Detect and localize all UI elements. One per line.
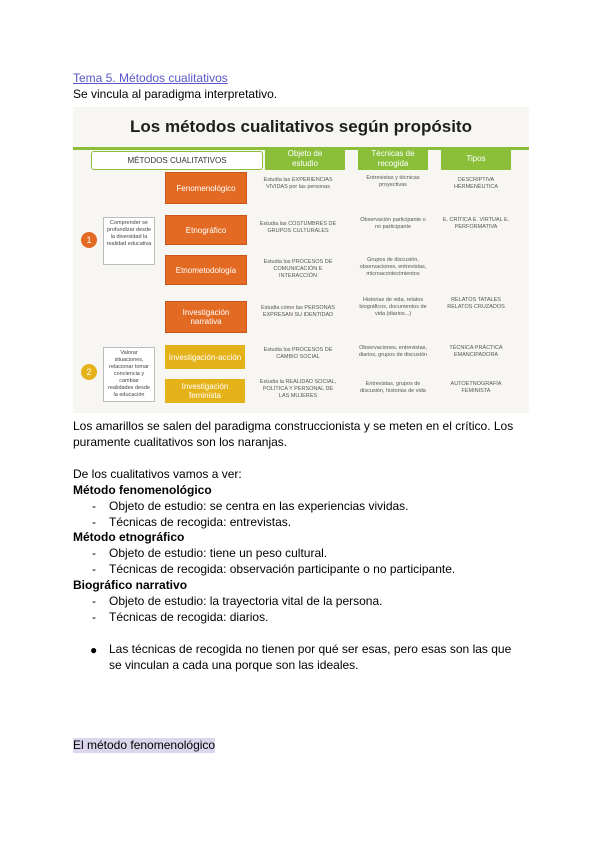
section-item: Objeto de estudio: tiene un peso cultural. xyxy=(109,546,328,560)
row1-tecnicas: Observación participante o no participante xyxy=(360,217,426,230)
row5-objeto: Estudia la REALIDAD SOCIAL, POLÍTICA Y PERSONAL DE LAS MUJERES xyxy=(259,379,337,399)
header-tecnicas xyxy=(358,148,428,170)
row2-tecnicas: Grupos de discusión, observaciones, entrevistas, microacontecimientos xyxy=(359,257,427,277)
group2-desc: Valorar situaciones, relacionar tomar conciencia y cambiar realidades desde la educación xyxy=(103,347,155,402)
section-item: Técnicas de recogida: observación participante o no participante. xyxy=(109,562,456,576)
row5-tecnicas: Entrevistas, grupos de discusión, historias de vida xyxy=(360,381,426,394)
method-fenomenologico: Fenomenológico xyxy=(165,172,247,204)
header-main: MÉTODOS CUALITATIVOS xyxy=(91,151,263,170)
header-objeto-label: Objeto de estudio xyxy=(287,149,323,168)
group1-desc: Comprender se profundizar desde la diversidad la realidad educativa xyxy=(103,217,155,265)
group1-circle: 1 xyxy=(81,232,97,248)
topic-link[interactable]: Tema 5. Métodos cualitativos xyxy=(73,71,228,85)
row0-tipos: DESCRIPTIVA HERMENÉUTICA xyxy=(453,177,498,190)
group2-circle: 2 xyxy=(81,364,97,380)
section-title: Método etnográfico xyxy=(73,530,185,544)
dash: - xyxy=(92,594,96,608)
method-etnografico: Etnográfico xyxy=(165,215,247,245)
methods-figure xyxy=(73,107,529,413)
note-line1: Las técnicas de recogida no tienen por qué ser esas, pero esas son las que xyxy=(109,642,512,656)
para1-line1: Los amarillos se salen del paradigma construccionista y se meten en el crítico. Los xyxy=(73,419,514,433)
para1-line2: puramente cualitativos son los naranjas. xyxy=(73,435,288,449)
method-narrativa: Investigación narrativa xyxy=(165,301,247,333)
method-feminista: Investigación feminista xyxy=(165,379,245,403)
section-title: Biográfico narrativo xyxy=(73,578,188,592)
row3-tipos: RELATOS TATALES RELATOS CRUZADOS xyxy=(447,297,505,310)
row2-objeto: Estudia los PROCESOS DE COMUNICACIÓN E INTERACCIÓN xyxy=(263,259,333,279)
row0-tecnicas: Entrevistas y técnicas proyectivas xyxy=(366,175,420,188)
section-item: Técnicas de recogida: diarios. xyxy=(109,610,269,624)
row4-objeto: Estudia los PROCESOS DE CAMBIO SOCIAL xyxy=(263,347,333,360)
bullet-icon: ● xyxy=(90,643,98,657)
section-item: Objeto de estudio: se centra en las experiencias vividas. xyxy=(109,499,409,513)
row5-tipos: AUTOETNOGRAFÍA FEMINISTA xyxy=(450,381,502,394)
header-tecnicas-label: Técnicas de recogida xyxy=(371,149,415,168)
header-tipos-label: Tipos xyxy=(466,154,486,163)
section-item: Objeto de estudio: la trayectoria vital de la persona. xyxy=(109,594,383,608)
row1-objeto: Estudia las COSTUMBRES DE GRUPOS CULTURALES xyxy=(259,221,337,234)
row4-tipos: TÉCNICA PRÁCTICA EMANCIPADORA xyxy=(449,345,503,358)
dash: - xyxy=(92,610,96,624)
row3-objeto: Estudia cómo las PERSONAS EXPRESAN SU IDENTIDAD xyxy=(261,305,335,318)
method-accion: Investigación-acción xyxy=(165,345,245,369)
row1-tipos: E. CRÍTICA E. VIRTUAL E. PERFORMATIVA xyxy=(442,217,510,230)
row0-objeto: Estudia las EXPERIENCIAS VIVIDAS por las personas xyxy=(263,177,333,190)
section-item: Técnicas de recogida: entrevistas. xyxy=(109,515,292,529)
highlighted-heading: El método fenomenológico xyxy=(73,738,216,752)
intro-text: Se vincula al paradigma interpretativo. xyxy=(73,87,278,101)
method-etnometodologia: Etnometodología xyxy=(165,255,247,285)
header-objeto xyxy=(265,148,345,170)
row4-tecnicas: Observaciones, entrevistas, diarios, grupos de discusión xyxy=(358,345,428,358)
intro2: De los cualitativos vamos a ver: xyxy=(73,467,242,481)
note-line2: se vinculan a cada una porque son las ideales. xyxy=(109,658,359,672)
dash: - xyxy=(92,562,96,576)
section-title: Método fenomenológico xyxy=(73,483,212,497)
dash: - xyxy=(92,546,96,560)
row3-tecnicas: Historias de vida, relatos biográficos, documentos de vida (diarios...) xyxy=(359,297,427,317)
dash: - xyxy=(92,515,96,529)
header-tipos xyxy=(441,148,511,170)
dash: - xyxy=(92,499,96,513)
figure-title: Los métodos cualitativos según propósito xyxy=(130,117,472,136)
